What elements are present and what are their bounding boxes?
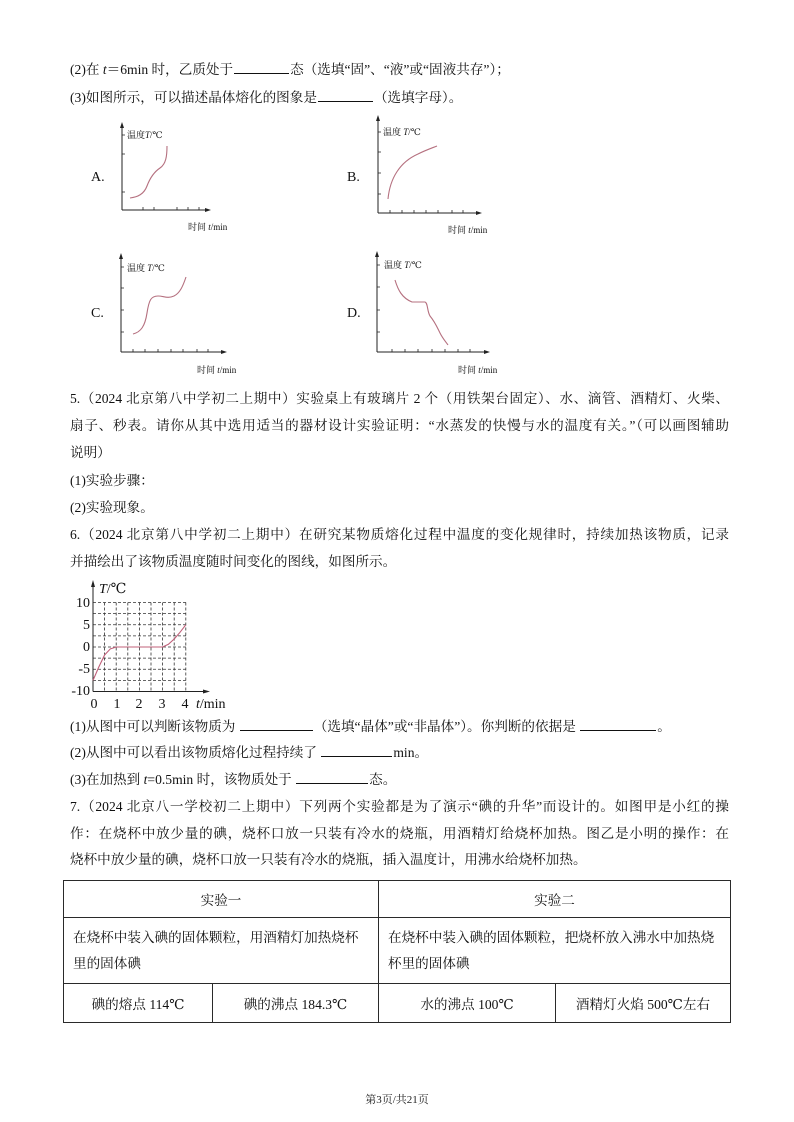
option-d-graph: [370, 248, 515, 378]
description-line: 杯里的固体碘: [388, 955, 470, 971]
x-axis-label: [448, 224, 488, 235]
table-row-description: [64, 918, 731, 984]
q6-sub1-answer-blank-1: [240, 717, 313, 731]
header-experiment-2: 实验二: [379, 881, 731, 918]
x-axis-label: [197, 364, 237, 375]
experiment-1-description: [64, 918, 379, 984]
q6-sub1: [70, 717, 729, 737]
y-axis-arrow-icon: [119, 253, 123, 259]
q6-sub2-answer-blank: [321, 743, 392, 757]
header-experiment-1: 实验一: [64, 881, 379, 918]
y-tick-0: 0: [83, 640, 90, 655]
x-tick-labels: [91, 697, 189, 712]
y-label-unit: /℃: [152, 263, 165, 273]
q6-sub3-text-b: =0.5min 时，该物质处于: [147, 772, 296, 787]
x-label-name: 时间: [188, 222, 209, 232]
q5-sub-steps: (1)实验步骤：: [70, 473, 154, 488]
q6-sub2-text-a: (2)从图中可以看出该物质熔化过程持续了: [70, 745, 321, 760]
q4-part3-answer-blank: [318, 88, 373, 102]
x-label-var: t: [468, 225, 471, 235]
y-label-unit: /℃: [409, 260, 422, 270]
option-b-curve: [388, 146, 437, 199]
q5-line-1: 5.（2024 北京第八中学初二上期中）实验桌上有玻璃片 2 个（用铁架台固定）、水、滴管、酒精灯、火柴、: [70, 391, 729, 406]
q6-line-2: 并描绘出了该物质温度随时间变化的图线，如图所示。: [70, 554, 397, 569]
y-axis-label: [127, 129, 163, 140]
y-label-name: 温度: [384, 260, 405, 270]
q7-line-2: 作：在烧杯中放少量的碘，烧杯口放一只装有冷水的烧瓶，用酒精灯给烧杯加热。图乙是小明的操作：在: [70, 826, 729, 841]
y-axis-label: [384, 259, 422, 270]
y-label-name: 温度: [127, 263, 148, 273]
y-tick-10: 10: [76, 596, 90, 611]
x-label-var: t: [478, 365, 481, 375]
x-tick-3: 3: [158, 697, 166, 712]
y-label-unit: /℃: [408, 127, 421, 137]
q6-sub1-text-a: (1)从图中可以判断该物质为: [70, 719, 239, 734]
y-axis-label: [127, 262, 165, 273]
x-label-var: t: [217, 365, 220, 375]
y-axis-title-var: T: [99, 582, 107, 597]
x-axis-label: [188, 221, 228, 232]
option-b-graph: [370, 112, 505, 237]
y-axis-arrow-icon: [375, 251, 379, 257]
description-line: 在烧杯中装入碘的固体颗粒，把烧杯放入沸水中加热烧: [388, 929, 715, 945]
q4-part3-text-c: （选填字母）。: [373, 90, 463, 105]
q7-line-3: 烧杯中放少量的碘，烧杯口放一只装有冷水的烧瓶，插入温度计，用沸水给烧杯加热。: [70, 852, 587, 867]
page-number: 第3页/共21页: [365, 1094, 429, 1106]
q4-part2-var: t: [102, 62, 107, 77]
q4-part2: [70, 60, 729, 80]
x-label-name: 时间: [197, 365, 218, 375]
q6-sub3: [70, 770, 729, 790]
y-axis-arrow-icon: [91, 580, 95, 587]
q6-sub1-text-c: 。: [657, 719, 671, 734]
y-tick-minus-5: -5: [78, 662, 90, 677]
y-label-var: T: [147, 263, 153, 273]
description-line: 里的固体碘: [73, 955, 141, 971]
q6-sub3-text-c: 态。: [369, 772, 397, 787]
q5-sub-phenomenon: (2)实验现象。: [70, 500, 154, 515]
x-axis-title-var: t: [196, 697, 200, 712]
axis-ticks: [122, 135, 199, 210]
option-a-graph: [112, 115, 237, 237]
x-label-unit: /min: [210, 222, 228, 232]
fact-iodine-melting-point: 碘的熔点 114℃: [64, 984, 213, 1023]
x-axis-arrow-icon: [476, 211, 482, 215]
x-axis-title: [196, 697, 226, 712]
q5-line-3: 说明）: [70, 445, 111, 460]
option-c-graph: [112, 250, 252, 378]
x-axis-arrow-icon: [221, 350, 227, 354]
x-axis-title-unit: /min: [199, 697, 226, 712]
x-label-unit: /min: [480, 365, 498, 375]
y-axis-title: [99, 582, 126, 597]
x-label-unit: /min: [219, 365, 237, 375]
x-axis-arrow-icon: [205, 208, 211, 212]
fact-water-boiling-point: 水的沸点 100℃: [379, 984, 556, 1023]
option-c-letter: C.: [91, 306, 104, 321]
description-line: 在烧杯中装入碘的固体颗粒，用酒精灯加热烧杯: [73, 929, 359, 945]
y-label-unit: /℃: [150, 130, 163, 140]
q4-part3-text-a: (3)如图所示，可以描述晶体熔化的图象是: [70, 90, 317, 105]
experiment-2-description: [379, 918, 731, 984]
x-tick-2: 2: [135, 697, 143, 712]
y-label-name: 温度: [127, 130, 146, 140]
q6-sub3-var: t: [143, 772, 148, 787]
x-axis-label: [458, 364, 498, 375]
q4-part2-text-a: (2)在: [70, 62, 103, 77]
table-row-facts: [64, 984, 731, 1023]
x-label-var: t: [208, 222, 211, 232]
y-tick-5: 5: [83, 618, 90, 633]
option-a-curve: [130, 146, 167, 198]
x-label-name: 时间: [458, 365, 479, 375]
y-label-var: T: [404, 260, 410, 270]
q6-sub2: [70, 743, 729, 763]
axis-ticks: [121, 267, 208, 352]
x-label-unit: /min: [470, 225, 488, 235]
y-tick-labels: [71, 596, 90, 699]
option-d-curve: [395, 280, 448, 345]
q6-sub3-answer-blank: [296, 770, 368, 784]
x-axis-arrow-icon: [203, 690, 210, 694]
q6-temperature-time-chart: [58, 576, 235, 712]
fact-iodine-boiling-point: 碘的沸点 184.3℃: [213, 984, 379, 1023]
q6-sub1-answer-blank-2: [580, 717, 656, 731]
y-tick-minus-10: -10: [71, 684, 90, 699]
option-d-letter: D.: [347, 306, 361, 321]
table-header-row: [64, 881, 731, 918]
x-tick-0: 0: [90, 697, 98, 712]
q5-line-2: 扇子、秒表。请你从其中选用适当的器材设计实验证明：“水蒸发的快慢与水的温度有关。”（可以画图辅助: [70, 418, 729, 433]
q6-sub3-text-a: (3)在加热到: [70, 772, 144, 787]
y-axis-title-unit: /℃: [106, 582, 127, 597]
q7-line-1: 7.（2024 北京八一学校初二上期中）下列两个实验都是为了演示“碘的升华”而设计的。如图甲是小红的操: [70, 799, 729, 814]
x-tick-1: 1: [113, 697, 121, 712]
option-b-letter: B.: [347, 170, 360, 185]
y-axis-arrow-icon: [376, 115, 380, 121]
q6-sub1-text-b: （选填“晶体”或“非晶体”）。你判断的依据是: [313, 719, 580, 734]
q6-line-1: 6.（2024 北京第八中学初二上期中）在研究某物质熔化过程中温度的变化规律时，持续加热该物质，记录: [70, 527, 729, 542]
q4-part2-text-b: ＝6min 时，乙质处于: [106, 62, 234, 77]
option-c-curve: [133, 277, 186, 334]
axis-ticks: [378, 132, 463, 213]
x-axis-arrow-icon: [484, 350, 490, 354]
y-label-name: 温度: [383, 127, 404, 137]
y-axis-arrow-icon: [120, 122, 124, 128]
y-label-var: T: [145, 130, 151, 140]
x-label-name: 时间: [448, 225, 469, 235]
q4-part2-text-c: 态（选填“固”、“液”或“固液共存”）；: [290, 62, 510, 77]
axis-ticks: [377, 265, 470, 352]
x-tick-4: 4: [181, 697, 189, 712]
q4-part2-answer-blank: [234, 60, 289, 74]
q4-part3: [70, 88, 729, 108]
fact-alcohol-flame-temperature: 酒精灯火焰 500℃左右: [556, 984, 731, 1023]
y-axis-label: [383, 126, 421, 137]
option-a-letter: A.: [91, 170, 105, 185]
experiment-table: [63, 880, 731, 1023]
y-label-var: T: [403, 127, 409, 137]
q6-sub2-text-c: min。: [393, 745, 429, 760]
